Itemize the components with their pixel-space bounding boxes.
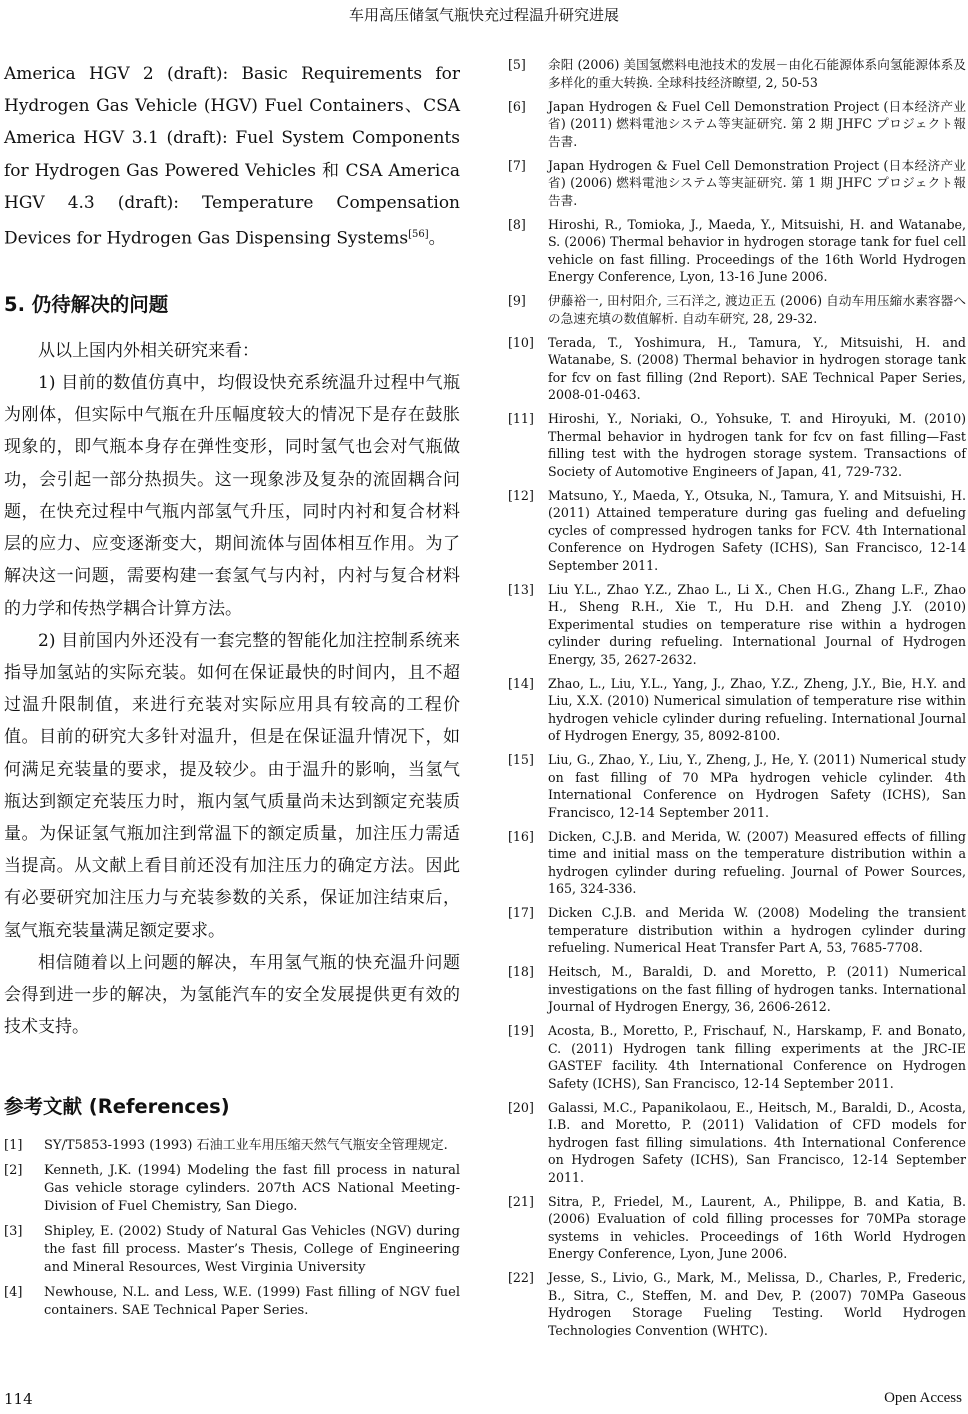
reference-number: [19] xyxy=(508,1023,534,1038)
reference-text: Japan Hydrogen & Fuel Cell Demonstration Project (日本经济产业省) (2011) 燃料電池システム等実証研究. 第 2 期 JHFC プロジェクト報告書. xyxy=(548,98,966,149)
reference-number: [17] xyxy=(508,905,534,920)
reference-number: [21] xyxy=(508,1193,534,1209)
reference-number: [1] xyxy=(4,1138,23,1154)
reference-item xyxy=(508,98,966,151)
reference-number: [7] xyxy=(508,157,526,173)
reference-item xyxy=(508,751,966,821)
body-paragraph-2: 1) 目前的数值仿真中，均假设快充系统温升过程中气瓶为刚体，但实际中气瓶在升压幅度较大的情况下是存在鼓胀现象的，即气瓶本身存在弹性变形，同时氢气也会对气瓶做功，会引起一部分热损失。这一现象涉及复杂的流固耦合问题，在快充过程中气瓶内部氢气升压，同时内衬和复合材料层的应力、应变逐渐变大，期间流体与固体相互作用。为了解决这一问题，需要构建一套氢气与内衬，内衬与复合材料的力学和传热学耦合计算方法。 xyxy=(4,373,460,619)
reference-number: [13] xyxy=(508,581,534,597)
section-title: 5. 仍待解决的问题 xyxy=(4,292,169,316)
reference-item xyxy=(4,1162,460,1216)
reference-item xyxy=(508,828,966,898)
reference-text: Terada, T., Yoshimura, H., Tamura, Y., Mitsuishi, H. and Watanabe, S. (2008) Thermal behavior in hydrogen storage tank for fcv on fast filling (2nd Report). SAE Technical Paper Series, 2008-01-0463. xyxy=(548,334,966,402)
right-reference-list xyxy=(508,56,966,1339)
page-number: 114 xyxy=(4,1390,33,1408)
reference-item xyxy=(508,675,966,745)
intro-text: America HGV 2 (draft): Basic Requirements for Hydrogen Gas Vehicle (HGV) Fuel Containers、CSA America HGV 3.1 (draft): Fuel System Components for Hydrogen Gas Powered Vehicles 和 CSA America HGV 4.3 (draft): Temperature Compensation Devices for Hydrogen Gas Dispensing Systems xyxy=(4,64,460,249)
reference-item xyxy=(508,1099,966,1187)
left-column xyxy=(4,58,460,1327)
reference-item xyxy=(508,216,966,286)
reference-text: Liu, G., Zhao, Y., Liu, Y., Zheng, J., He, Y. (2011) Numerical study on fast filling of 70 MPa hydrogen vehicle cylinder. 4th International Conference on Hydrogen Safety (ICHS), San Francisco, 12-14 September 2011. xyxy=(548,752,966,820)
reference-text: Hiroshi, Y., Noriaki, O., Yohsuke, T. and Hiroyuki, M. (2010) Thermal behavior in hydrogen tank for fcv on fast filling—Fast filling test with the hydrogen storage system. Transactions of Society of Automotive Engineers of Japan, 41, 729-732. xyxy=(548,411,966,479)
reference-number: [9] xyxy=(508,293,526,308)
reference-number: [4] xyxy=(4,1285,23,1301)
reference-item xyxy=(4,1284,460,1320)
reference-item xyxy=(508,334,966,404)
body-paragraph-4: 相信随着以上问题的解决，车用氢气瓶的快充温升问题会得到进一步的解决，为氢能汽车的安全发展提供更有效的技术支持。 xyxy=(4,952,460,1038)
reference-number: [11] xyxy=(508,411,534,426)
references-title: 参考文献 (References) xyxy=(4,1095,230,1119)
right-column xyxy=(508,56,966,1346)
reference-item xyxy=(508,1269,966,1339)
reference-item xyxy=(508,56,966,91)
reference-item xyxy=(508,157,966,210)
reference-text: Dicken C.J.B. and Merida W. (2008) Modeling the transient temperature distribution within a hydrogen cylinder during refueling. Numerical Heat Transfer Part A, 53, 7685-7708. xyxy=(548,905,966,955)
reference-text: 伊藤裕一, 田村阳介, 三石洋之, 渡边正五 (2006) 自动车用压縮水素容器への急速充填の数值解析. 自动车研究, 28, 29-32. xyxy=(548,293,966,326)
reference-item xyxy=(4,1223,460,1277)
reference-number: [12] xyxy=(508,487,534,503)
intro-paragraph xyxy=(4,58,460,255)
body-paragraph-3: 2) 目前国内外还没有一套完整的智能化加注控制系统来指导加氢站的实际充装。如何在保证最快的时间内，且不超过温升限制值，来进行充装对实际应用具有较高的工程价值。目前的研究大多针对温升，但是在保证温升情况下，如何满足充装量的要求，提及较少。由于温升的影响，当氢气瓶达到额定充装压力时，瓶内氢气质量尚未达到额定充装质量。为保证氢气瓶加注到常温下的额定质量，加注压力需适当提高。从文献上看目前还没有加注压力的确定方法。因此有必要研究加注压力与充装参数的关系，保证加注结束后，氢气瓶充装量满足额定要求。 xyxy=(4,630,460,941)
reference-item xyxy=(508,1022,966,1092)
reference-item xyxy=(508,1193,966,1263)
reference-text: Matsuno, Y., Maeda, Y., Otsuka, N., Tamura, Y. and Mitsuishi, H. (2011) Attained temperature during gas fueling and defueling cycles of compressed hydrogen tanks for FCV. 4th International Conference on Hydrogen Safety (ICHS), San Francisco, 12-14 September 2011. xyxy=(548,487,966,573)
reference-text: Shipley, E. (2002) Study of Natural Gas Vehicles (NGV) during the fast fill process. Master’s Thesis, College of Engineering and Mineral Resources, West Virginia University xyxy=(44,1224,460,1276)
reference-number: [10] xyxy=(508,334,534,350)
reference-text: Galassi, M.C., Papanikolaou, E., Heitsch, M., Baraldi, D., Acosta, I.B. and Moretto, P. (2011) Validation of CFD models for hydrogen fast filling simulations. 4th International Conference on Hydrogen Safety (ICHS), San Francisco, 12-14 September 2011. xyxy=(548,1099,966,1185)
reference-number: [8] xyxy=(508,216,526,232)
reference-text: 余阳 (2006) 美国氢燃料电池技术的发展－由化石能源体系向氢能源体系及多样化的重大转换. 全球科技经济瞭望, 2, 50-53 xyxy=(548,57,966,90)
reference-text: Zhao, L., Liu, Y.L., Yang, J., Zhao, Y.Z., Zheng, J.Y., Bie, H.Y. and Liu, X.X. (2010) Numerical simulation of temperature rise within hydrogen vehicle cylinder during refueling. International Journal of Hydrogen Energy, 35, 8092-8100. xyxy=(548,675,966,743)
body-paragraph-1: 从以上国内外相关研究来看： xyxy=(38,340,259,361)
intro-citation: [56] xyxy=(408,229,429,241)
reference-text: Jesse, S., Livio, G., Mark, M., Melissa, D., Charles, P., Frederic, B., Sitra, C., Steffen, M. and Dev, P. (2007) 70MPa Gaseous Hydrogen Storage Fueling Testing. World Hydrogen Technologies Convention (WHTC). xyxy=(548,1270,966,1338)
reference-text: Kenneth, J.K. (1994) Modeling the fast fill process in natural Gas vehicle storage cylinders. 207th ACS National Meeting-Division of Fuel Chemistry, San Diego. xyxy=(44,1163,460,1215)
reference-number: [2] xyxy=(4,1163,23,1179)
intro-end: 。 xyxy=(428,228,446,249)
running-title: 车用高压储氢气瓶快充过程温升研究进展 xyxy=(348,6,619,24)
reference-text: Dicken, C.J.B. and Merida, W. (2007) Measured effects of filling time and initial mass on the temperature distribution within a hydrogen cylinder during refueling. Journal of Power Sources, 165, 324-336. xyxy=(548,828,966,896)
reference-item xyxy=(4,1137,460,1155)
reference-text: Acosta, B., Moretto, P., Frischauf, N., Harskamp, F. and Bonato, C. (2011) Hydrogen tank filling experiments at the JRC-IE GASTEF facility. 4th International Conference on Hydrogen Safety (ICHS), San Francisco, 12-14 September 2011. xyxy=(548,1023,966,1091)
reference-number: [15] xyxy=(508,752,534,767)
reference-text: Liu Y.L., Zhao Y.Z., Zhao L., Li X., Chen H.G., Zhang L.F., Zhao H., Sheng R.H., Xie T., Hu D.H. and Zheng J.Y. (2010) Experimental studies on temperature rise within a hydrogen cylinder during refueling. International Journal of Hydrogen Energy, 35, 2627-2632. xyxy=(548,581,966,667)
reference-text: Japan Hydrogen & Fuel Cell Demonstration Project (日本经济产业省) (2006) 燃料電池システム等実証研究. 第 1 期 JHFC プロジェクト報告書. xyxy=(548,157,966,208)
reference-item xyxy=(508,410,966,480)
reference-number: [5] xyxy=(508,57,526,72)
reference-text: Hiroshi, R., Tomioka, J., Maeda, Y., Mitsuishi, H. and Watanabe, S. (2006) Thermal behavior in hydrogen storage tank for fuel cell vehicle on fast filling. Proceedings of the 16th World Hydrogen Energy Conference, Lyon, 13-16 June 2006. xyxy=(548,216,966,284)
reference-number: [3] xyxy=(4,1224,23,1240)
reference-number: [18] xyxy=(508,964,534,979)
reference-item xyxy=(508,487,966,575)
reference-number: [6] xyxy=(508,98,526,114)
reference-item xyxy=(508,963,966,1016)
reference-item xyxy=(508,904,966,957)
reference-text: Sitra, P., Friedel, M., Laurent, A., Philippe, B. and Katia, B. (2006) Evaluation of cold filling processes for 70MPa storage systems in vehicles. Proceedings of 16th World Hydrogen Energy Conference, Lyon, June 2006. xyxy=(548,1193,966,1261)
reference-item xyxy=(508,581,966,669)
reference-text: SY/T5853-1993 (1993) 石油工业车用压缩天然气气瓶安全管理规定. xyxy=(44,1138,448,1154)
reference-number: [16] xyxy=(508,828,534,844)
reference-text: Heitsch, M., Baraldi, D. and Moretto, P. (2011) Numerical investigations on the fast filling of hydrogen tanks. International Journal of Hydrogen Energy, 36, 2606-2612. xyxy=(548,964,966,1014)
reference-item xyxy=(508,292,966,327)
reference-number: [20] xyxy=(508,1099,534,1115)
reference-number: [22] xyxy=(508,1270,534,1285)
footer-label: Open Access xyxy=(884,1390,962,1406)
reference-number: [14] xyxy=(508,675,534,691)
reference-text: Newhouse, N.L. and Less, W.E. (1999) Fast filling of NGV fuel containers. SAE Technical Paper Series. xyxy=(44,1285,460,1319)
left-reference-list xyxy=(4,1137,460,1320)
